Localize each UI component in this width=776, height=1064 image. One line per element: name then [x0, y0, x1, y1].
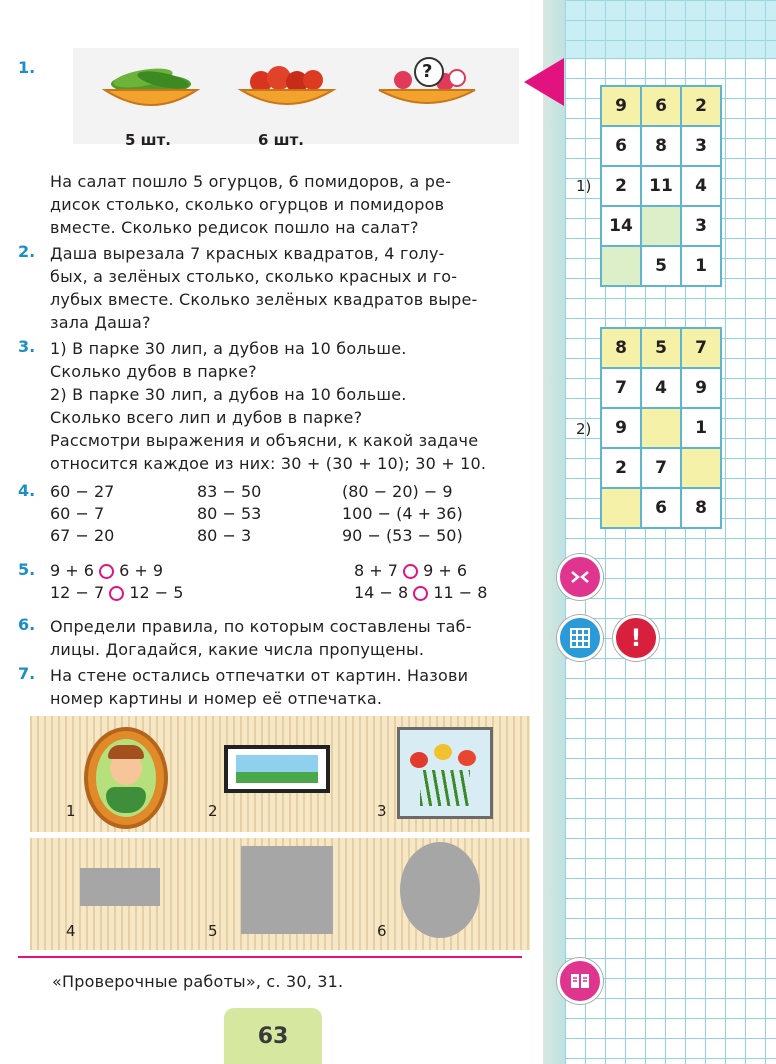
- grid-icon[interactable]: [557, 615, 603, 661]
- table-cell: 2: [601, 448, 641, 488]
- imprint-6[interactable]: [400, 842, 480, 938]
- compare-icon[interactable]: [557, 554, 603, 600]
- text-line: Сколько дубов в парке?: [50, 362, 257, 381]
- table-cell: 8: [601, 328, 641, 368]
- missing-cell[interactable]: [601, 246, 641, 286]
- task-number-1: 1.: [18, 58, 36, 77]
- pointer-arrow-icon: [524, 58, 564, 106]
- missing-cell[interactable]: [641, 408, 681, 448]
- missing-cell[interactable]: [641, 206, 681, 246]
- task-number-4: 4.: [18, 481, 36, 500]
- table-row: [601, 246, 721, 286]
- text-line: дисок столько, сколько огурцов и помидоров: [50, 195, 445, 214]
- table-row: [601, 86, 721, 126]
- text-line: бых, а зелёных столько, сколько красных и го-: [50, 267, 458, 286]
- stems-icon: [420, 770, 470, 806]
- table-cell: 7: [641, 448, 681, 488]
- vegetable-bowls-picture: [73, 48, 519, 144]
- table-cell: 7: [601, 368, 641, 408]
- task-6-text: [50, 615, 526, 661]
- workbook-reference: «Проверочные работы», с. 30, 31.: [52, 972, 344, 991]
- table-cell: 3: [681, 206, 721, 246]
- imprint-5[interactable]: [241, 846, 333, 934]
- table-cell: 14: [601, 206, 641, 246]
- expression: 67 − 20: [50, 526, 115, 545]
- expression: 60 − 27: [50, 482, 115, 501]
- text-line: Даша вырезала 7 красных квадратов, 4 голу-: [50, 244, 445, 263]
- task-5-right: [354, 560, 534, 604]
- tulip-icon: [434, 744, 452, 760]
- table-cell: 3: [681, 126, 721, 166]
- task-number-2: 2.: [18, 242, 36, 261]
- missing-cell[interactable]: [681, 448, 721, 488]
- picture-2-landscape[interactable]: [224, 745, 330, 793]
- text-line: лицы. Догадайся, какие числа пропущены.: [50, 640, 425, 659]
- picture-number-3: 3: [377, 802, 387, 820]
- expression: 60 − 7: [50, 504, 105, 523]
- bowl-2-label: 6 шт.: [258, 131, 304, 149]
- table-cell: 5: [641, 328, 681, 368]
- expression: (80 − 20) − 9: [342, 482, 453, 501]
- attention-icon[interactable]: !: [613, 615, 659, 661]
- table-row: [601, 166, 721, 206]
- task-4-column-2: [197, 481, 261, 547]
- table-row: [601, 368, 721, 408]
- table-row: [601, 408, 721, 448]
- table-cell: 4: [641, 368, 681, 408]
- table-2-label: 2): [576, 420, 592, 438]
- expression: 8 + 7: [354, 561, 398, 580]
- table-1-label: 1): [576, 177, 592, 195]
- table-cell: 2: [681, 86, 721, 126]
- expression: 83 − 50: [197, 482, 262, 501]
- compare-circle[interactable]: [99, 564, 114, 579]
- table-cell: 8: [681, 488, 721, 528]
- compare-circle[interactable]: [413, 586, 428, 601]
- text-line: вместе. Сколько редисок пошло на салат?: [50, 218, 419, 237]
- expression: 12 − 7: [50, 583, 105, 602]
- bowls-illustration: [73, 48, 519, 144]
- expression: 14 − 8: [354, 583, 409, 602]
- compare-glyph: [568, 565, 592, 589]
- task-number-6: 6.: [18, 615, 36, 634]
- table-row: [601, 488, 721, 528]
- table-row: [601, 328, 721, 368]
- table-cell: 6: [641, 488, 681, 528]
- text-line: Рассмотри выражения и объясни, к какой задаче: [50, 431, 479, 450]
- task-number-3: 3.: [18, 337, 36, 356]
- expression: 80 − 53: [197, 504, 262, 523]
- task-4-column-3: [342, 481, 463, 547]
- table-cell: 11: [641, 166, 681, 206]
- text-line: 1) В парке 30 лип, а дубов на 10 больше.: [50, 339, 407, 358]
- text-line: зала Даша?: [50, 313, 151, 332]
- task-number-7: 7.: [18, 664, 36, 683]
- table-cell: 1: [681, 246, 721, 286]
- footer-divider: [18, 956, 522, 958]
- task-3-text: [50, 337, 526, 475]
- page-number: 63: [224, 1008, 322, 1064]
- table-cell: 6: [641, 86, 681, 126]
- table-row: [601, 206, 721, 246]
- text-line: На салат пошло 5 огурцов, 6 помидоров, а ре-: [50, 172, 452, 191]
- table-row: [601, 448, 721, 488]
- table-cell: 9: [601, 86, 641, 126]
- table-cell: 2: [601, 166, 641, 206]
- table-row: [601, 126, 721, 166]
- task-2-text: [50, 242, 526, 334]
- expression: 9 + 6: [50, 561, 94, 580]
- table-cell: 8: [641, 126, 681, 166]
- text-line: номер картины и номер её отпечатка.: [50, 689, 383, 708]
- expression: 80 − 3: [197, 526, 252, 545]
- compare-circle[interactable]: [403, 564, 418, 579]
- open-book-glyph: [568, 969, 592, 993]
- text-line: относится каждое из них: 30 + (30 + 10); 30 + 10.: [50, 454, 487, 473]
- missing-cell[interactable]: [601, 488, 641, 528]
- number-table-2: [600, 327, 722, 529]
- text-line: 2) В парке 30 лип, а дубов на 10 больше.: [50, 385, 407, 404]
- expression: 90 − (53 − 50): [342, 526, 463, 545]
- number-table-1: [600, 85, 722, 287]
- task-number-5: 5.: [18, 560, 36, 579]
- task-7-text: [50, 664, 526, 710]
- imprint-4[interactable]: [80, 868, 160, 906]
- book-icon[interactable]: [557, 958, 603, 1004]
- table-cell: 5: [641, 246, 681, 286]
- picture-3-flowers[interactable]: [397, 727, 493, 819]
- table-cell: 9: [601, 408, 641, 448]
- text-line: Сколько всего лип и дубов в парке?: [50, 408, 363, 427]
- picture-number-6: 6: [377, 922, 387, 940]
- picture-number-1: 1: [66, 802, 76, 820]
- expression: 12 − 5: [129, 583, 184, 602]
- tulip-icon: [410, 752, 428, 768]
- table-cell: 1: [681, 408, 721, 448]
- tulip-icon: [458, 750, 476, 766]
- question-mark: ?: [422, 61, 433, 82]
- task-5-left: [50, 560, 250, 604]
- table-cell: 7: [681, 328, 721, 368]
- table-cell: 6: [601, 126, 641, 166]
- picture-number-5: 5: [208, 922, 218, 940]
- expression: 100 − (4 + 36): [342, 504, 463, 523]
- task-1-text: [50, 170, 526, 239]
- table-glyph: [568, 626, 592, 650]
- compare-circle[interactable]: [109, 586, 124, 601]
- text-line: Определи правила, по которым составлены таб-: [50, 617, 472, 636]
- wall-divider: [30, 832, 530, 838]
- expression: 9 + 6: [423, 561, 468, 580]
- page-edge: [543, 0, 565, 1064]
- expression: 6 + 9: [119, 561, 164, 580]
- picture-number-2: 2: [208, 802, 218, 820]
- sea-landscape-icon: [236, 755, 318, 783]
- table-cell: 4: [681, 166, 721, 206]
- picture-number-4: 4: [66, 922, 76, 940]
- picture-1-portrait[interactable]: [84, 727, 168, 829]
- task-4-column-1: [50, 481, 114, 547]
- bowl-1-label: 5 шт.: [125, 131, 171, 149]
- boy-hair-icon: [108, 745, 144, 759]
- table-cell: 9: [681, 368, 721, 408]
- text-line: На стене остались отпечатки от картин. Назови: [50, 666, 469, 685]
- expression: 11 − 8: [433, 583, 488, 602]
- text-line: лубых вместе. Сколько зелёных квадратов выре-: [50, 290, 478, 309]
